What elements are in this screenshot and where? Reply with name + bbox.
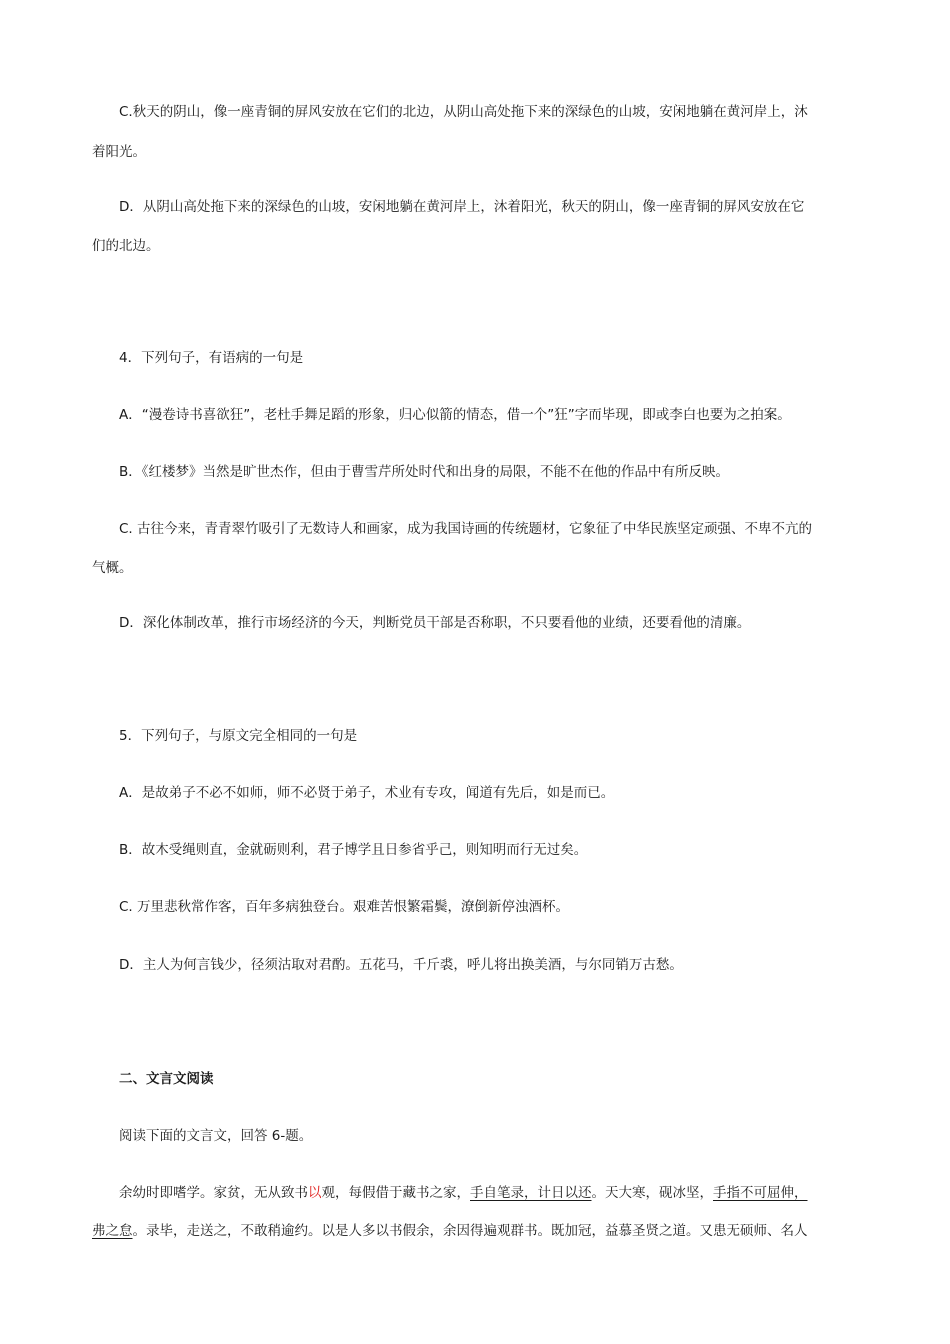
q4-option-a: A．“漫卷诗书喜欲狂”，老杜手舞足蹈的形象，归心似箭的情态，借一个”狂”字而毕现，即或李白也要为之拍案。 bbox=[119, 407, 791, 423]
section-instruction: 阅读下面的文言文，回答 6-题。 bbox=[119, 1128, 313, 1144]
q4-option-c-line2: 气概。 bbox=[92, 560, 133, 576]
q3-option-c-line2: 着阳光。 bbox=[92, 144, 146, 160]
q4-option-b: B．《红楼梦》当然是旷世杰作，但由于曹雪芹所处时代和出身的局限，不能不在他的作品中有所反映。 bbox=[119, 464, 730, 480]
q3-option-d-line2: 们的北边。 bbox=[92, 238, 160, 254]
q3-option-d-line1: D．从阴山高处拖下来的深绿色的山坡，安闲地躺在黄河岸上，沐着阳光，秋天的阴山，像一座青铜的屏风安放在它 bbox=[119, 199, 805, 215]
q4-option-d: D．深化体制改革，推行市场经济的今天，判断党员干部是否称职，不只要看他的业绩，还要看他的清廉。 bbox=[119, 615, 751, 631]
underlined-phrase: 手自笔录，计日以还 bbox=[470, 1185, 592, 1201]
q5-option-d: D．主人为何言钱少，径须沽取对君酌。五花马，千斤裘，呼儿将出换美酒，与尔同销万古愁。 bbox=[119, 957, 683, 973]
q5-stem: 5．下列句子，与原文完全相同的一句是 bbox=[119, 728, 358, 744]
section-heading: 二、文言文阅读 bbox=[119, 1071, 214, 1087]
q5-option-a: A．是故弟子不必不如师，师不必贤于弟子，术业有专攻，闻道有先后，如是而已。 bbox=[119, 785, 615, 801]
q3-option-c-line1: C.秋天的阴山，像一座青铜的屏风安放在它们的北边，从阴山高处拖下来的深绿色的山坡，安闲地躺在黄河岸上，沐 bbox=[119, 104, 808, 120]
passage-line2: 弗之怠。录毕，走送之，不敢稍逾约。以是人多以书假余，余因得遍观群书。既加冠，益慕圣贤之道。又患无硕师、名人 bbox=[92, 1223, 808, 1239]
q5-option-b: B．故木受绳则直，金就砺则利，君子博学且日参省乎己，则知明而行无过矣。 bbox=[119, 842, 588, 858]
q4-option-c-line1: C. 古往今来，青青翠竹吸引了无数诗人和画家，成为我国诗画的传统题材，它象征了中华民族坚定顽强、不卑不亢的 bbox=[119, 521, 813, 537]
highlighted-char: 以 bbox=[308, 1185, 322, 1201]
passage-line1: 余幼时即嗜学。家贫，无从致书以观，每假借于藏书之家，手自笔录，计日以还。天大寒，砚冰坚，手指不可屈伸， bbox=[119, 1185, 808, 1201]
q4-stem: 4．下列句子，有语病的一句是 bbox=[119, 350, 304, 366]
underlined-phrase: 弗之怠 bbox=[92, 1223, 133, 1239]
underlined-phrase: 手指不可屈伸， bbox=[713, 1185, 808, 1201]
q5-option-c: C. 万里悲秋常作客，百年多病独登台。艰难苦恨繁霜鬓，潦倒新停浊酒杯。 bbox=[119, 899, 570, 915]
